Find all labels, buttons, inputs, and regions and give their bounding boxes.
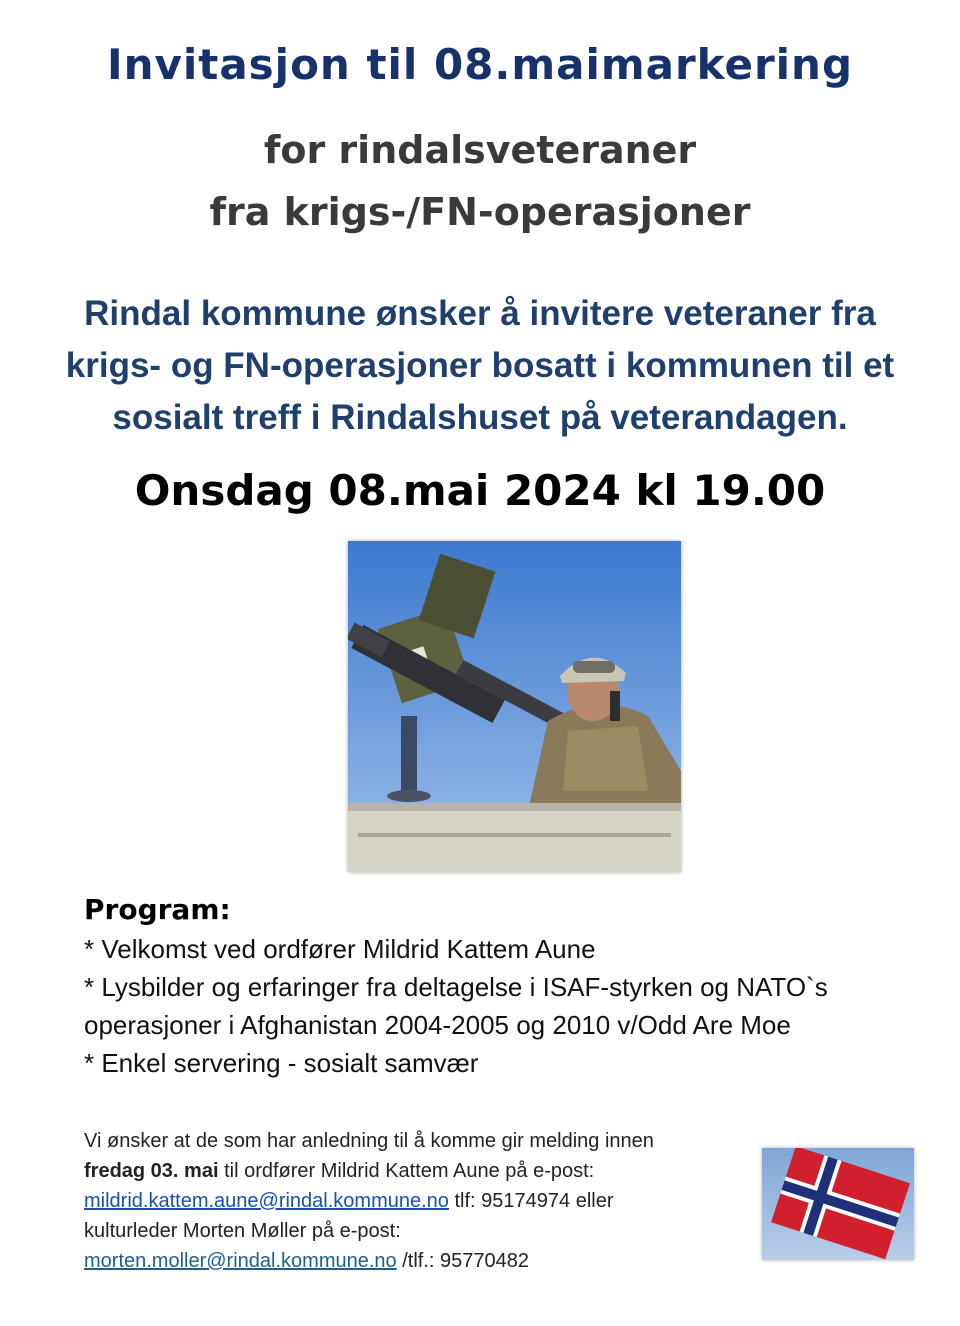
page-title: Invitasjon til 08.maimarkering [106, 40, 854, 89]
soldier-photo [348, 541, 681, 872]
program-item: * Enkel servering - sosialt samvær [84, 1048, 479, 1078]
program-item: * Velkomst ved ordfører Mildrid Kattem Aune [84, 934, 596, 964]
rsvp-text-5: /tlf.: 95770482 [396, 1250, 529, 1272]
email-link-morten[interactable]: morten.moller@rindal.kommune.no [84, 1250, 397, 1272]
event-datetime: Onsdag 08.mai 2024 kl 19.00 [134, 466, 826, 515]
intro-line-1: Rindal kommune ønsker å invitere veteraner fra [84, 294, 876, 333]
subtitle-line-2: fra krigs-/FN-operasjoner [209, 190, 751, 234]
rsvp-info [84, 1126, 744, 1276]
program-section [84, 893, 924, 1082]
vehicle [348, 803, 681, 872]
gun-mount [401, 716, 417, 796]
intro-line-2: krigs- og FN-operasjoner bosatt i kommunen til et [65, 346, 895, 385]
email-link-mildrid[interactable]: mildrid.kattem.aune@rindal.kommune.no [84, 1190, 449, 1212]
intro-line-3: sosialt treff i Rindalshuset på veterandagen. [112, 398, 848, 437]
program-heading: Program: [84, 893, 231, 926]
subtitle-line-1: for rindalsveteraner [263, 128, 697, 172]
rsvp-text-4: kulturleder Morten Møller på e-post: [84, 1220, 401, 1242]
rsvp-text-1: Vi ønsker at de som har anledning til å komme gir melding innen [84, 1130, 654, 1152]
rsvp-deadline: fredag 03. mai [84, 1160, 219, 1182]
rsvp-text-2: til ordfører Mildrid Kattem Aune på e-post: [218, 1160, 595, 1182]
norwegian-flag-image [762, 1148, 914, 1260]
intro-paragraph [40, 288, 920, 444]
rsvp-text-3: tlf: 95174974 eller [448, 1190, 614, 1212]
program-item: * Lysbilder og erfaringer fra deltagelse i ISAF-styrken og NATO`s operasjoner i Afghanistan 2004-2005 og 2010 v/Odd Are Moe [84, 972, 828, 1040]
